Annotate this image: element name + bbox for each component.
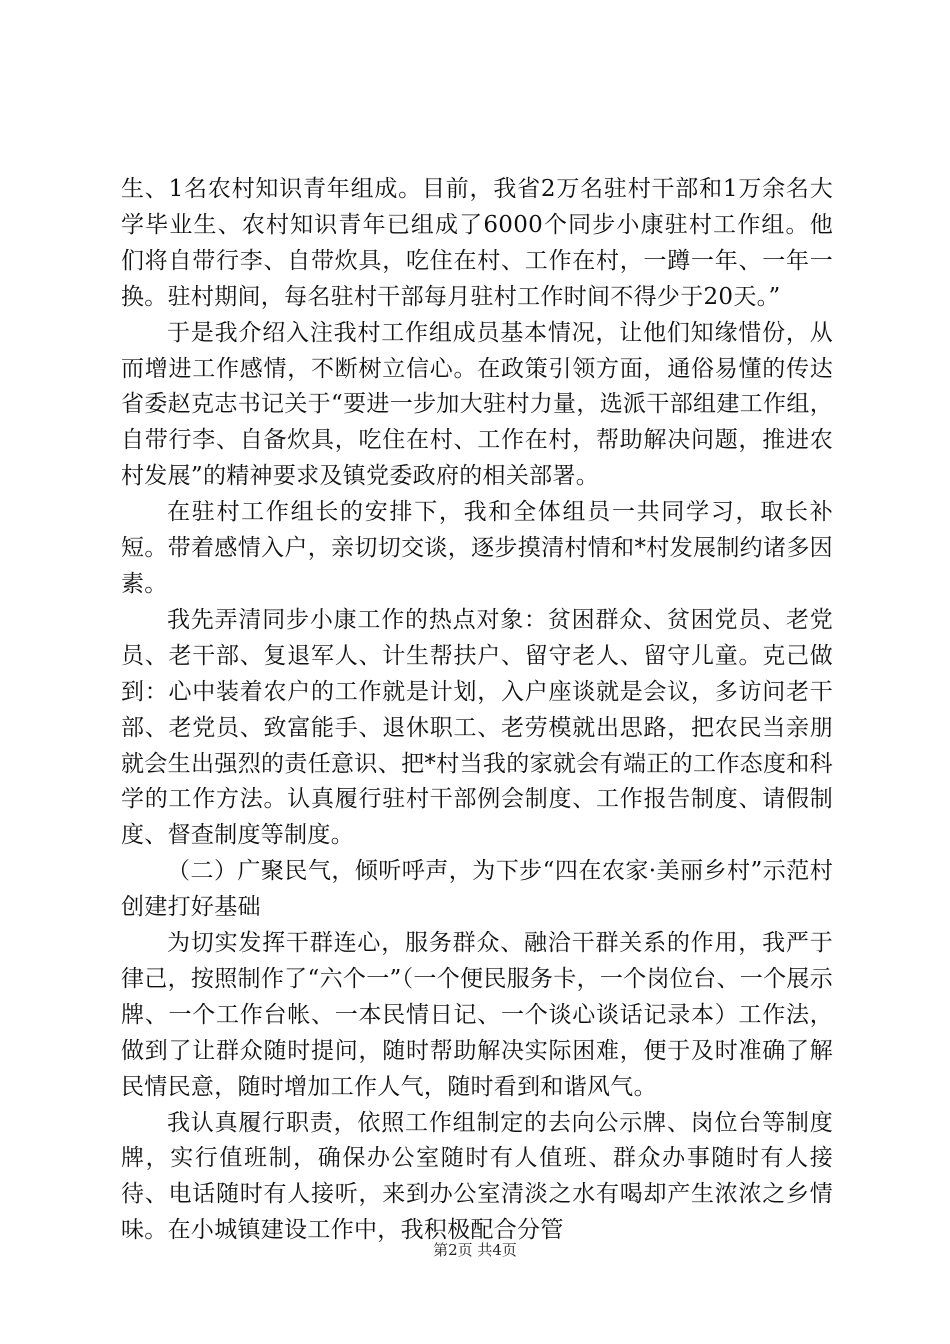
- paragraph-six-ones: 为切实发挥干群连心，服务群众、融洽干群关系的作用，我严于律己，按照制作了“六个一”（一个便民服务卡，一个岗位台、一个展示牌、一个工作台帐、一本民情日记、一个谈心谈话记录本）工作法，做到了让群众随时提问，随时帮助解决实际困难，便于及时准确了解民情民意，随时增加工作人气，随时看到和谐风气。: [121, 930, 833, 1100]
- paragraph-village-survey: 在驻村工作组长的安排下，我和全体组员一共同学习，取长补短。带着感情入户，亲切切交谈，逐步摸清村情和*村发展制约诸多因素。: [121, 499, 833, 597]
- paragraph-duty-performance: 我认真履行职责，依照工作组制定的去向公示牌、岗位台等制度牌，实行值班制，确保办公室随时有人值班、群众办事随时有人接待、电话随时有人接听，来到办公室清淡之水有喝却产生浓浓之乡情味。在小城镇建设工作中，我积极配合分管: [121, 1109, 833, 1244]
- paragraph-target-groups: 我先弄清同步小康工作的热点对象：贫困群众、贫困党员、老党员、老干部、复退军人、计生帮扶户、留守老人、留守儿童。克己做到：心中装着农户的工作就是计划，入户座谈就是会议，多访问老干部、老党员、致富能手、退休职工、老劳模就出思路，把农民当亲朋就会生出强烈的责任意识、把*村当我的家就会有端正的工作态度和科学的工作方法。认真履行驻村干部例会制度、工作报告制度、请假制度、督查制度等制度。: [121, 606, 833, 849]
- page-number-footer: 第2页 共4页: [433, 1241, 517, 1259]
- paragraph-continuation: 生、1名农村知识青年组成。目前，我省2万名驻村干部和1万余名大学毕业生、农村知识青年已组成了6000个同步小康驻村工作组。他们将自带行李、自带炊具，吃住在村、工作在村，一蹲一年、一年一换。驻村期间，每名驻村干部每月驻村工作时间不得少于20天。”: [121, 176, 833, 310]
- document-body: [121, 172, 833, 1249]
- section-heading-2: （二）广聚民气，倾听呼声，为下步“四在农家·美丽乡村”示范村创建打好基础: [121, 858, 833, 921]
- paragraph-work-group-introduction: 于是我介绍入注我村工作组成员基本情况，让他们知缘惜份，从而增进工作感情，不断树立信心。在政策引领方面，通俗易懂的传达省委赵克志书记关于“要进一步加大驻村力量，选派干部组建工作组，自带行李、自备炊具，吃住在村、工作在村，帮助解决问题，推进农村发展”的精神要求及镇党委政府的相关部署。: [121, 319, 833, 490]
